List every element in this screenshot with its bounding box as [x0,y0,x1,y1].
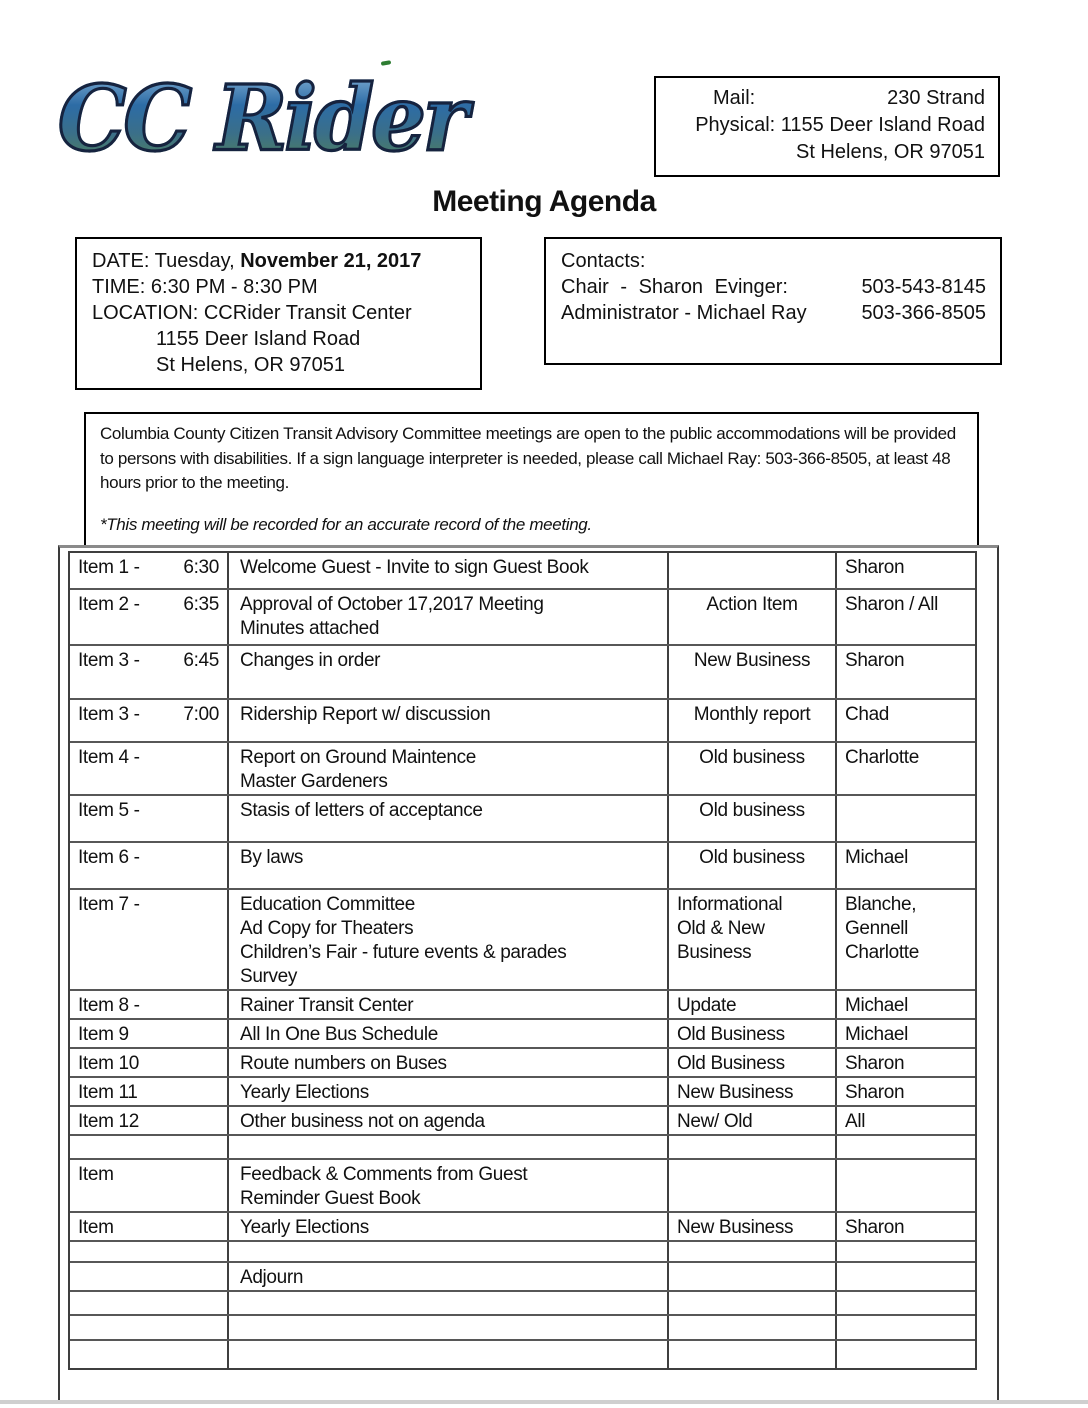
contacts-box [544,237,1002,365]
agenda-cell-item [70,1078,229,1105]
agenda-cell-item [70,1107,229,1134]
agenda-cell-owner [837,1078,975,1105]
cell-line: Business [677,942,752,963]
agenda-cell-owner [837,1160,975,1211]
cell-line: Children’s Fair - future events & parades [240,942,567,963]
item-label: Item 12 [78,1111,139,1132]
agenda-cell-description [229,890,669,989]
agenda-cell-description [229,700,669,741]
agenda-cell-category [669,1263,837,1290]
agenda-cell-owner [837,991,975,1018]
agenda-cell-category [669,590,837,644]
agenda-cell-category [669,1136,837,1158]
cell-line: New/ Old [677,1111,753,1132]
cell-line: Sharon [845,1082,905,1103]
agenda-cell-item [70,646,229,698]
agenda-cell-item [70,1341,229,1368]
item-time: 6:30 [183,557,219,578]
agenda-cell-category [669,1242,837,1261]
agenda-cell-description [229,1078,669,1105]
contact-row-administrator [561,300,986,326]
table-row [70,1020,975,1049]
agenda-cell-owner [837,1242,975,1261]
table-row [70,590,975,646]
agenda-cell-category [669,796,837,841]
table-row [70,1107,975,1136]
agenda-cell-description [229,1213,669,1240]
agenda-cell-item [70,991,229,1018]
recording-note: *This meeting will be recorded for an accurate record of the meeting. [100,514,592,534]
agenda-cell-owner [837,1213,975,1240]
cell-line: Michael [845,995,909,1016]
agenda-cell-item [70,590,229,644]
agenda-cell-category [669,700,837,741]
cell-line: New Business [677,1082,794,1103]
cell-line: New Business [677,1217,794,1238]
agenda-cell-owner [837,743,975,794]
agenda-cell-owner [837,890,975,989]
agenda-cell-owner [837,1107,975,1134]
date-line [92,248,470,274]
agenda-cell-item [70,553,229,588]
agenda-cell-description [229,743,669,794]
cell-line: Old & New [677,918,765,939]
item-time: 6:35 [183,594,219,615]
table-row [70,743,975,796]
cell-line: Sharon [845,1217,905,1238]
table-row [70,646,975,700]
agenda-cell-description [229,1341,669,1368]
agenda-cell-category [669,1341,837,1368]
item-label: Item 4 - [78,747,140,768]
item-label: Item 7 - [78,894,140,915]
agenda-cell-owner [837,1020,975,1047]
agenda-cell-owner [837,1049,975,1076]
date-prefix: DATE: Tuesday, [92,250,241,272]
cell-line: Action Item [706,594,798,615]
cell-line: Old Business [677,1024,785,1045]
table-row [70,1078,975,1107]
contacts-heading: Contacts: [561,250,646,272]
cell-line: Charlotte [845,747,919,768]
cell-line: Survey [240,966,298,987]
agenda-cell-description [229,553,669,588]
mail-address-line [669,85,985,112]
agenda-cell-owner [837,843,975,888]
cell-line: New Business [693,650,811,671]
agenda-cell-owner [837,646,975,698]
agenda-cell-item [70,700,229,741]
cc-rider-logo: CC Rider [58,61,558,177]
cell-line: Old business [699,747,805,768]
agenda-cell-description [229,1136,669,1158]
cell-line: Ad Copy for Theaters [240,918,414,939]
table-row [70,843,975,890]
cell-line: Sharon [845,1053,905,1074]
agenda-cell-category [669,1107,837,1134]
agenda-cell-owner [837,1316,975,1339]
agenda-cell-description [229,796,669,841]
agenda-cell-item [70,1020,229,1047]
cell-line: All In One Bus Schedule [240,1024,438,1045]
cell-line: Sharon / All [845,594,938,615]
location-address-line: 1155 Deer Island Road [156,328,361,350]
agenda-cell-description [229,1160,669,1211]
agenda-cell-item [70,796,229,841]
agenda-cell-item [70,1136,229,1158]
city-state-zip-line: St Helens, OR 97051 [796,140,985,163]
agenda-cell-category [669,1160,837,1211]
item-label: Item 6 - [78,847,140,868]
item-label: Item [78,1217,114,1238]
cell-line: Ridership Report w/ discussion [240,704,491,725]
cell-line: Update [677,995,737,1016]
contact-row-chair [561,274,986,300]
table-row [70,890,975,991]
table-row [70,1136,975,1160]
agenda-cell-category [669,743,837,794]
physical-address-line: Physical: 1155 Deer Island Road [695,113,985,136]
agenda-cell-owner [837,553,975,588]
cell-line: Old business [699,800,805,821]
agenda-cell-item [70,1292,229,1314]
agenda-cell-item [70,890,229,989]
cell-line: Changes in order [240,650,381,671]
table-row [70,700,975,743]
time-line: TIME: 6:30 PM - 8:30 PM [92,276,318,298]
item-label: Item 1 - [78,557,140,578]
agenda-cell-owner [837,590,975,644]
meeting-info-box [75,237,482,390]
table-row [70,1049,975,1078]
cell-line: All [845,1111,866,1132]
public-notice-box [84,412,979,545]
agenda-cell-owner [837,700,975,741]
cell-line: Yearly Elections [240,1217,369,1238]
cell-line: By laws [240,847,304,868]
table-row [70,1160,975,1213]
mail-value: 230 Strand [887,87,985,109]
agenda-cell-description [229,1292,669,1314]
item-label: Item 9 [78,1024,129,1045]
agenda-cell-owner [837,1341,975,1368]
cell-line: Minutes attached [240,618,380,639]
cell-line: Education Committee [240,894,415,915]
agenda-cell-item [70,1160,229,1211]
agenda-cell-description [229,1242,669,1261]
agenda-cell-category [669,1020,837,1047]
cell-line: Informational [677,894,783,915]
location-city-line: St Helens, OR 97051 [156,354,345,376]
cell-line: Michael [845,847,909,868]
table-row [70,796,975,843]
cell-line: Gennell [845,918,909,939]
item-label: Item 10 [78,1053,139,1074]
administrator-phone: 503-366-8505 [861,302,986,324]
cell-line: Stasis of letters of acceptance [240,800,483,821]
cell-line: Approval of October 17,2017 Meeting [240,594,544,615]
agenda-cell-description [229,1316,669,1339]
agenda-cell-item [70,1263,229,1290]
cell-line: Chad [845,704,890,725]
page-bottom-edge [0,1400,1088,1404]
agenda-cell-category [669,1292,837,1314]
agenda-cell-category [669,646,837,698]
date-value: November 21, 2017 [240,250,422,272]
agenda-cell-owner [837,1292,975,1314]
administrator-label: Administrator - Michael Ray [561,302,807,324]
cell-line: Monthly report [693,704,811,725]
cell-line: Michael [845,1024,909,1045]
table-row [70,1341,975,1368]
agenda-cell-item [70,1242,229,1261]
item-label: Item 8 - [78,995,140,1016]
item-time: 7:00 [183,704,219,725]
cell-line: Sharon [845,650,905,671]
agenda-cell-category [669,1078,837,1105]
agenda-cell-owner [837,1263,975,1290]
agenda-cell-item [70,1213,229,1240]
cell-line: Rainer Transit Center [240,995,414,1016]
table-row [70,991,975,1020]
agenda-cell-category [669,890,837,989]
agenda-cell-description [229,1020,669,1047]
item-label: Item 11 [78,1082,138,1103]
item-label: Item 3 - [78,650,140,671]
table-row [70,1292,975,1316]
table-row [70,1263,975,1292]
cell-line: Feedback & Comments from Guest [240,1164,528,1185]
agenda-cell-item [70,843,229,888]
chair-label: Chair - Sharon Evinger: [561,276,788,298]
cell-line: Sharon [845,557,905,578]
cell-line: Blanche, [845,894,917,915]
agenda-cell-item [70,1049,229,1076]
cell-line: Welcome Guest - Invite to sign Guest Book [240,557,589,578]
page-title: Meeting Agenda [432,185,656,218]
item-label: Item [78,1164,114,1185]
agenda-cell-category [669,843,837,888]
mail-label: Mail: [713,87,756,109]
agenda-cell-description [229,1049,669,1076]
agenda-cell-description [229,991,669,1018]
agenda-cell-description [229,646,669,698]
agenda-cell-category [669,1316,837,1339]
agenda-table [68,551,977,1370]
cell-line: Reminder Guest Book [240,1188,421,1209]
address-box [654,76,1000,177]
cell-line: Yearly Elections [240,1082,369,1103]
agenda-cell-category [669,991,837,1018]
item-label: Item 2 - [78,594,140,615]
table-row [70,553,975,590]
table-row [70,1242,975,1263]
agenda-cell-category [669,1049,837,1076]
location-line: LOCATION: CCRider Transit Center [92,302,412,324]
item-time: 6:45 [183,650,219,671]
agenda-cell-item [70,743,229,794]
chair-phone: 503-543-8145 [861,276,986,298]
cell-line: Old business [699,847,805,868]
cell-line: Charlotte [845,942,919,963]
item-label: Item 5 - [78,800,140,821]
agenda-cell-description [229,843,669,888]
cell-line: Adjourn [240,1267,304,1288]
agenda-cell-description [229,1107,669,1134]
agenda-cell-owner [837,796,975,841]
agenda-cell-category [669,553,837,588]
agenda-cell-category [669,1213,837,1240]
agenda-cell-description [229,590,669,644]
table-row [70,1316,975,1341]
cell-line: Report on Ground Maintence [240,747,476,768]
agenda-cell-item [70,1316,229,1339]
cell-line: Other business not on agenda [240,1111,485,1132]
accessibility-notice: Columbia County Citizen Transit Advisory Committee meetings are open to the public accommodations will be provided to persons with disabilities. If a sign language interpreter is needed, please call Michael Ray: 503-366-8505, at least 48 hours prior to the meeting. [100,424,956,493]
table-row [70,1213,975,1242]
item-label: Item 3 - [78,704,140,725]
cell-line: Route numbers on Buses [240,1053,447,1074]
cell-line: Old Business [677,1053,785,1074]
agenda-cell-owner [837,1136,975,1158]
agenda-cell-description [229,1263,669,1290]
cell-line: Master Gardeners [240,771,388,792]
